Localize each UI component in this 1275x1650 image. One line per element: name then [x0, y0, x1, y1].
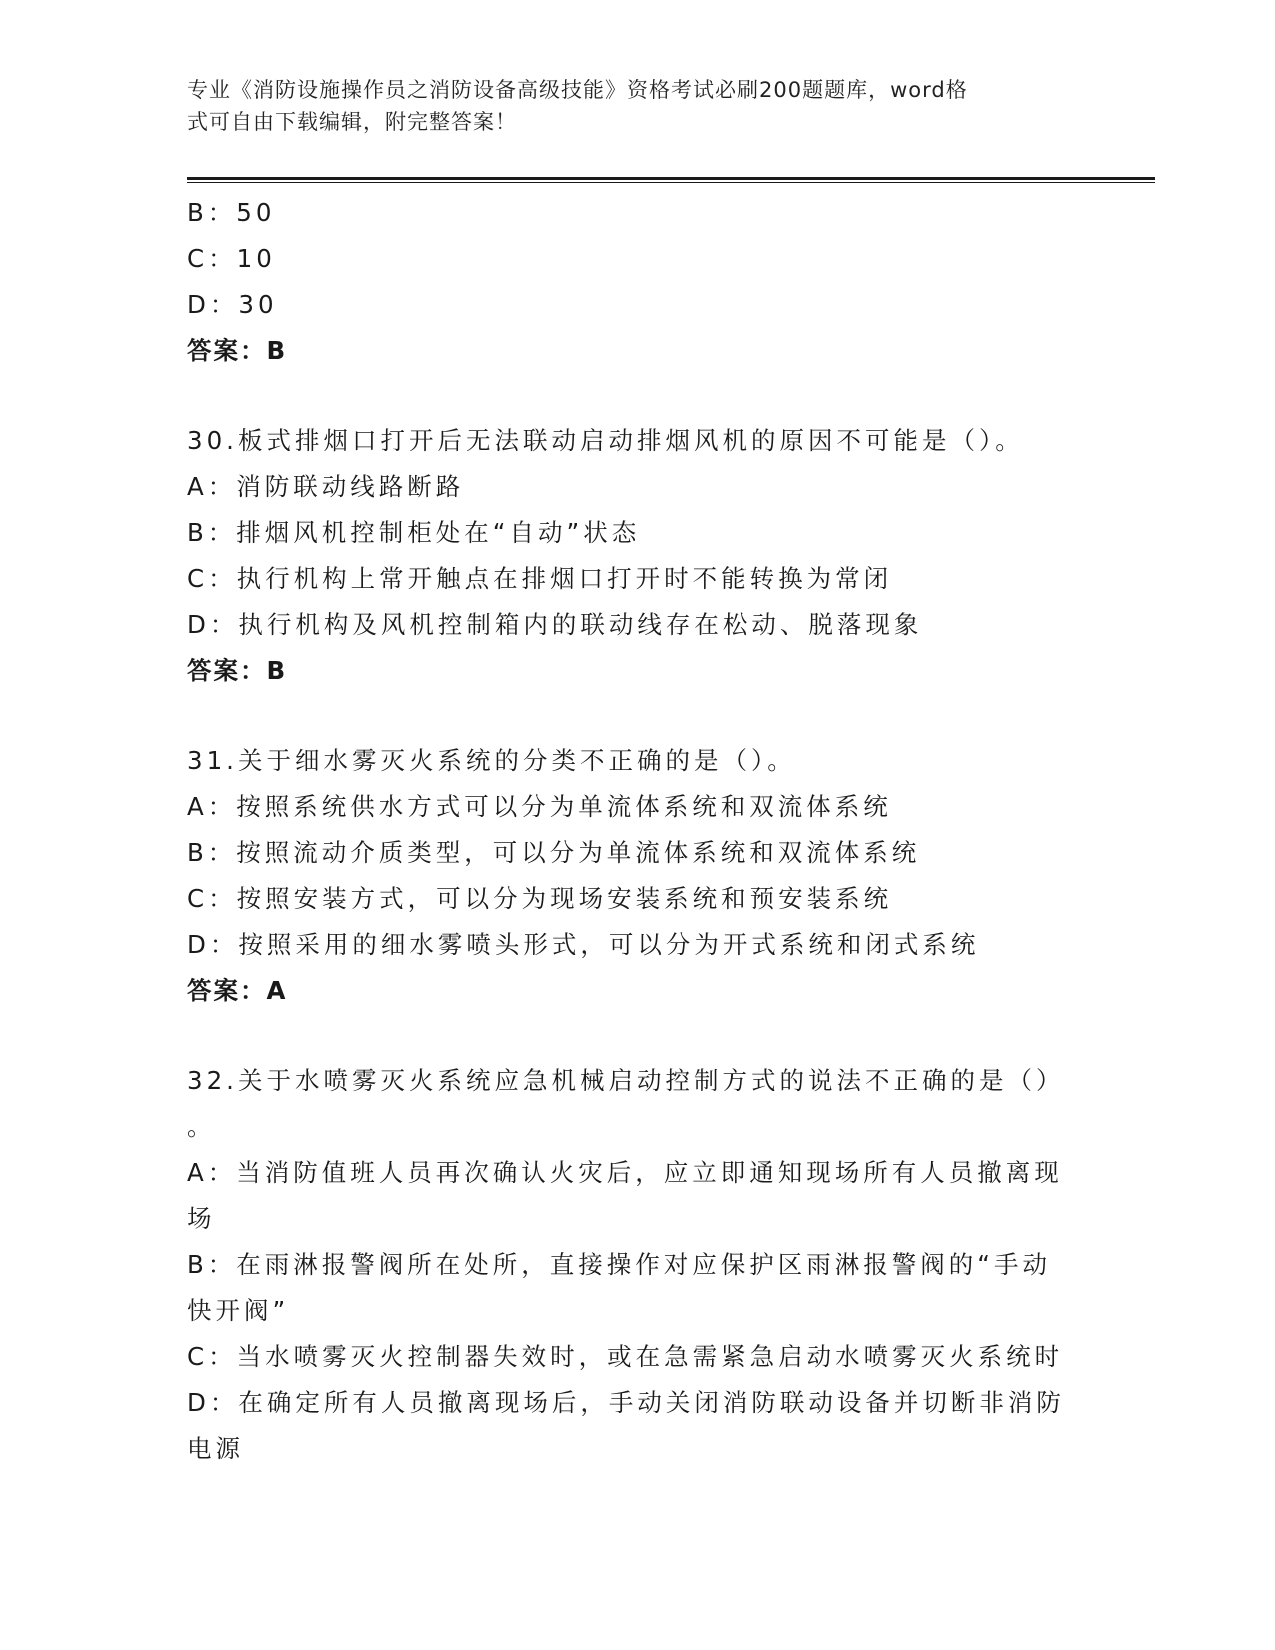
- q31-option-d: D：按照采用的细水雾喷头形式，可以分为开式系统和闭式系统: [187, 930, 980, 959]
- q30-answer: 答案：B: [187, 656, 288, 685]
- q29-option-d: D：30: [187, 290, 278, 319]
- q31-answer: 答案：A: [187, 976, 288, 1005]
- document-body: [187, 190, 1067, 1472]
- q32-question-cont: 。: [187, 1112, 216, 1141]
- header-divider-thick: [187, 177, 1155, 180]
- q29-answer: 答案：B: [187, 336, 288, 365]
- q31-option-b: B：按照流动介质类型，可以分为单流体系统和双流体系统: [187, 838, 921, 867]
- q32-option-a: A：当消防值班人员再次确认火灾后，应立即通知现场所有人员撤离现: [187, 1158, 1063, 1187]
- spacer: [187, 1014, 1067, 1058]
- q30-option-a: A：消防联动线路断路: [187, 472, 465, 501]
- spacer: [187, 694, 1067, 738]
- question-30-block: [187, 418, 1067, 694]
- q31-question: 31.关于细水雾灭火系统的分类不正确的是（）。: [187, 746, 796, 775]
- header-line-2: 式可自由下载编辑，附完整答案！: [187, 110, 517, 134]
- q32-option-a-cont: 场: [187, 1204, 216, 1233]
- header-line-1: 专业《消防设施操作员之消防设备高级技能》资格考试必刷200题题库，word格: [187, 78, 968, 102]
- q32-option-b: B：在雨淋报警阀所在处所，直接操作对应保护区雨淋报警阀的“手动: [187, 1250, 1051, 1279]
- question-31-block: [187, 738, 1067, 1014]
- q32-option-b-cont: 快开阀”: [187, 1296, 290, 1325]
- q31-option-c: C：按照安装方式，可以分为现场安装系统和预安装系统: [187, 884, 893, 913]
- q32-option-c: C：当水喷雾灭火控制器失效时，或在急需紧急启动水喷雾灭火系统时: [187, 1342, 1064, 1371]
- q30-option-d: D：执行机构及风机控制箱内的联动线存在松动、脱落现象: [187, 610, 923, 639]
- document-header: [187, 74, 1067, 138]
- q32-question: 32.关于水喷雾灭火系统应急机械启动控制方式的说法不正确的是（）: [187, 1066, 1065, 1095]
- header-divider-thin: [187, 182, 1155, 183]
- q30-question: 30.板式排烟口打开后无法联动启动排烟风机的原因不可能是（）。: [187, 426, 1024, 455]
- question-32-block: [187, 1058, 1067, 1472]
- question-29-block: [187, 190, 1067, 374]
- q29-option-c: C：10: [187, 244, 276, 273]
- q32-option-d: D：在确定所有人员撤离现场后，手动关闭消防联动设备并切断非消防: [187, 1388, 1065, 1417]
- q29-option-b: B：50: [187, 198, 276, 227]
- q32-option-d-cont: 电源: [187, 1434, 244, 1463]
- q30-option-b: B：排烟风机控制柜处在“自动”状态: [187, 518, 641, 547]
- spacer: [187, 374, 1067, 418]
- q30-option-c: C：执行机构上常开触点在排烟口打开时不能转换为常闭: [187, 564, 893, 593]
- q31-option-a: A：按照系统供水方式可以分为单流体系统和双流体系统: [187, 792, 892, 821]
